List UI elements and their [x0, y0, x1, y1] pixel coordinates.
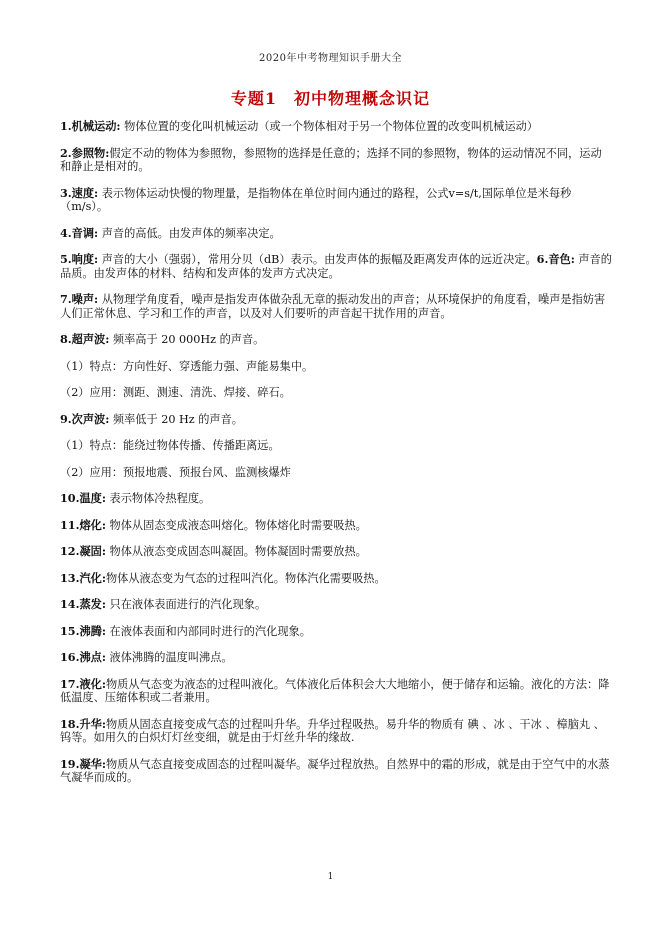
definition: 液体沸腾的温度叫沸点。	[105, 651, 233, 664]
sub-item: （2）应用：测距、测速、清洗、焊接、碎石。	[60, 386, 291, 399]
term: 19.凝华:	[60, 756, 106, 771]
definition: 声音的高低。由发声体的频率决定。	[98, 226, 281, 240]
item-13	[60, 572, 612, 586]
page-title: 专题1 初中物理概念识记	[230, 89, 431, 108]
term: 7.噪声:	[60, 292, 99, 306]
term: 10.温度:	[60, 491, 106, 505]
definition: 物体从液态变成固态叫凝固。物体凝固时需要放热。	[105, 545, 367, 558]
page-header: 2020年中考物理知识手册大全	[259, 53, 402, 64]
term: 4.音调:	[60, 225, 99, 240]
definition: 物体位置的变化叫机械运动（或一个物体相对于另一个物体位置的改变叫机械运动）	[120, 120, 539, 133]
item-7	[60, 293, 612, 320]
definition: 物体从固态变成液态叫熔化。物体熔化时需要吸热。	[105, 518, 367, 532]
sub-item: （1）特点：能绕过物体传播、传播距离远。	[60, 439, 280, 452]
sub-item: （2）应用：预报地震、预报台风、监测核爆炸	[60, 465, 291, 479]
definition: 从物理学角度看，噪声是指发声体做杂乱无章的振动发出的声音；从环境保护的角度看，噪声是指妨害人们正常休息、学习和工作的声音，以及对人们要听的声音起干扰作用的声音。	[60, 293, 606, 320]
definition: 物质从气态直接变成固态的过程叫凝华。凝华过程放热。自然界中的霜的形成，就是由于空气中的水蒸气凝华而成的。	[60, 757, 610, 784]
item-5-6	[60, 253, 612, 280]
item-8	[60, 333, 612, 347]
term: 5.响度:	[60, 252, 99, 266]
item-18	[60, 718, 612, 745]
item-14	[60, 598, 612, 612]
term: 13.汽化:	[60, 570, 106, 585]
item-3	[60, 187, 612, 214]
term: 18.升华:	[60, 716, 106, 731]
item-19	[60, 758, 612, 785]
definition: 声音的品质。由发声体的材料、结构和发声体的发声方式决定。	[60, 253, 612, 280]
definition: 在液体表面和内部同时进行的汽化现象。	[105, 624, 311, 638]
item-11	[60, 519, 612, 533]
term: 3.速度:	[60, 185, 99, 200]
document-body	[60, 120, 612, 798]
term: 14.蒸发:	[60, 597, 106, 611]
item-10	[60, 492, 612, 506]
definition: 物体从液态变为气态的过程叫汽化。物体汽化需要吸热。	[105, 571, 386, 585]
definition: 表示物体运动快慢的物理量，是指物体在单位时间内通过的路程，公式v=s/t,国际单位是米每秒（m/s）。	[60, 186, 572, 213]
term: 15.沸腾:	[60, 623, 106, 638]
definition: 声音的大小（强弱），常用分贝（dB）表示。由发声体的振幅及距离发声体的远近决定。	[98, 253, 537, 266]
definition: 假定不动的物体为参照物，参照物的选择是任意的；选择不同的参照物，物体的运动情况不同，运动和静止是相对的。	[60, 146, 602, 173]
item-15	[60, 625, 612, 639]
term: 12.凝固:	[60, 544, 106, 558]
item-9	[60, 413, 612, 427]
term: 16.沸点:	[60, 650, 106, 664]
page-number: 1	[327, 872, 334, 882]
item-16	[60, 651, 612, 665]
term: 11.熔化:	[60, 517, 106, 532]
term: 8.超声波:	[60, 332, 110, 346]
item-17	[60, 678, 612, 705]
term: 9.次声波:	[60, 411, 110, 426]
definition: 只在液体表面进行的汽化现象。	[105, 598, 267, 611]
definition: 频率低于 20 Hz 的声音。	[109, 412, 243, 426]
term: 6.音色:	[536, 252, 575, 266]
definition: 频率高于 20 000Hz 的声音。	[109, 333, 265, 346]
sub-item: （1）特点：方向性好、穿透能力强、声能易集中。	[60, 359, 314, 373]
definition: 物质从固态直接变成气态的过程叫升华。升华过程吸热。易升华的物质有 碘 、冰 、干冰 、樟脑丸 、钨等。如用久的白炽灯灯丝变细，就是由于灯丝升华的缘故.	[60, 717, 605, 744]
definition: 表示物体冷热程度。	[105, 492, 211, 505]
item-4	[60, 227, 612, 241]
item-2	[60, 147, 612, 174]
item-12	[60, 545, 612, 559]
term: 1.机械运动:	[60, 119, 121, 133]
term: 17.液化:	[60, 676, 106, 691]
term: 2.参照物:	[60, 145, 110, 160]
definition: 物质从气态变为液态的过程叫液化。气体液化后体积会大大地缩小，便于储存和运输。液化的方法：降低温度、压缩体积或二者兼用。	[60, 677, 610, 704]
item-1	[60, 120, 612, 134]
